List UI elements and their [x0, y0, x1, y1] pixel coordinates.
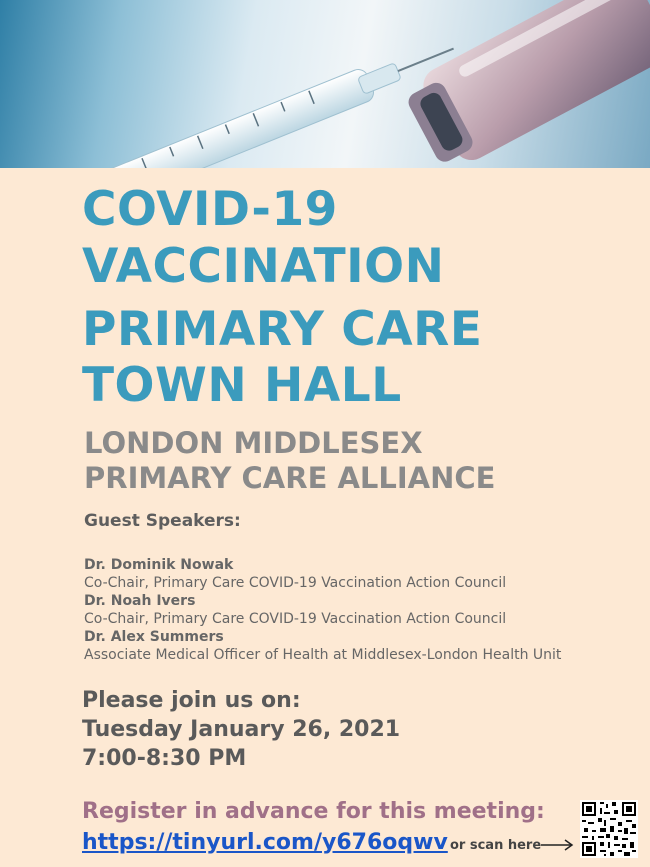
speaker-item [84, 592, 644, 628]
event-time: 7:00-8:30 PM [82, 746, 247, 771]
title-line-2: VACCINATION [82, 239, 445, 294]
hero-photo [0, 0, 650, 168]
title-line-4: TOWN HALL [82, 358, 402, 413]
syringe-vial-illustration [0, 0, 650, 168]
event-details [82, 686, 400, 773]
speaker-item [84, 556, 644, 592]
speaker-role: Associate Medical Officer of Health at Middlesex-London Health Unit [84, 647, 562, 663]
speaker-name: Dr. Noah Ivers [84, 593, 196, 609]
scan-label: or scan here [450, 838, 542, 853]
title-line-3: PRIMARY CARE [82, 302, 483, 357]
organization-line-1: LONDON MIDDLESEX [84, 426, 423, 460]
speaker-role: Co-Chair, Primary Care COVID-19 Vaccination Action Council [84, 575, 507, 591]
title-line-1: COVID-19 [82, 182, 338, 237]
speaker-item [84, 628, 644, 664]
speaker-role: Co-Chair, Primary Care COVID-19 Vaccination Action Council [84, 611, 507, 627]
speakers-list [84, 556, 644, 664]
speaker-name: Dr. Alex Summers [84, 629, 224, 645]
registration-link[interactable]: https://tinyurl.com/y676oqwv [82, 830, 448, 855]
speaker-name: Dr. Dominik Nowak [84, 557, 234, 573]
qr-code[interactable] [580, 800, 638, 858]
event-intro: Please join us on: [82, 688, 301, 713]
event-date: Tuesday January 26, 2021 [82, 717, 401, 742]
guest-speakers-heading: Guest Speakers: [84, 511, 241, 531]
arrow-right-icon [540, 838, 574, 852]
organization-line-2: PRIMARY CARE ALLIANCE [84, 461, 496, 495]
register-heading: Register in advance for this meeting: [82, 799, 545, 824]
